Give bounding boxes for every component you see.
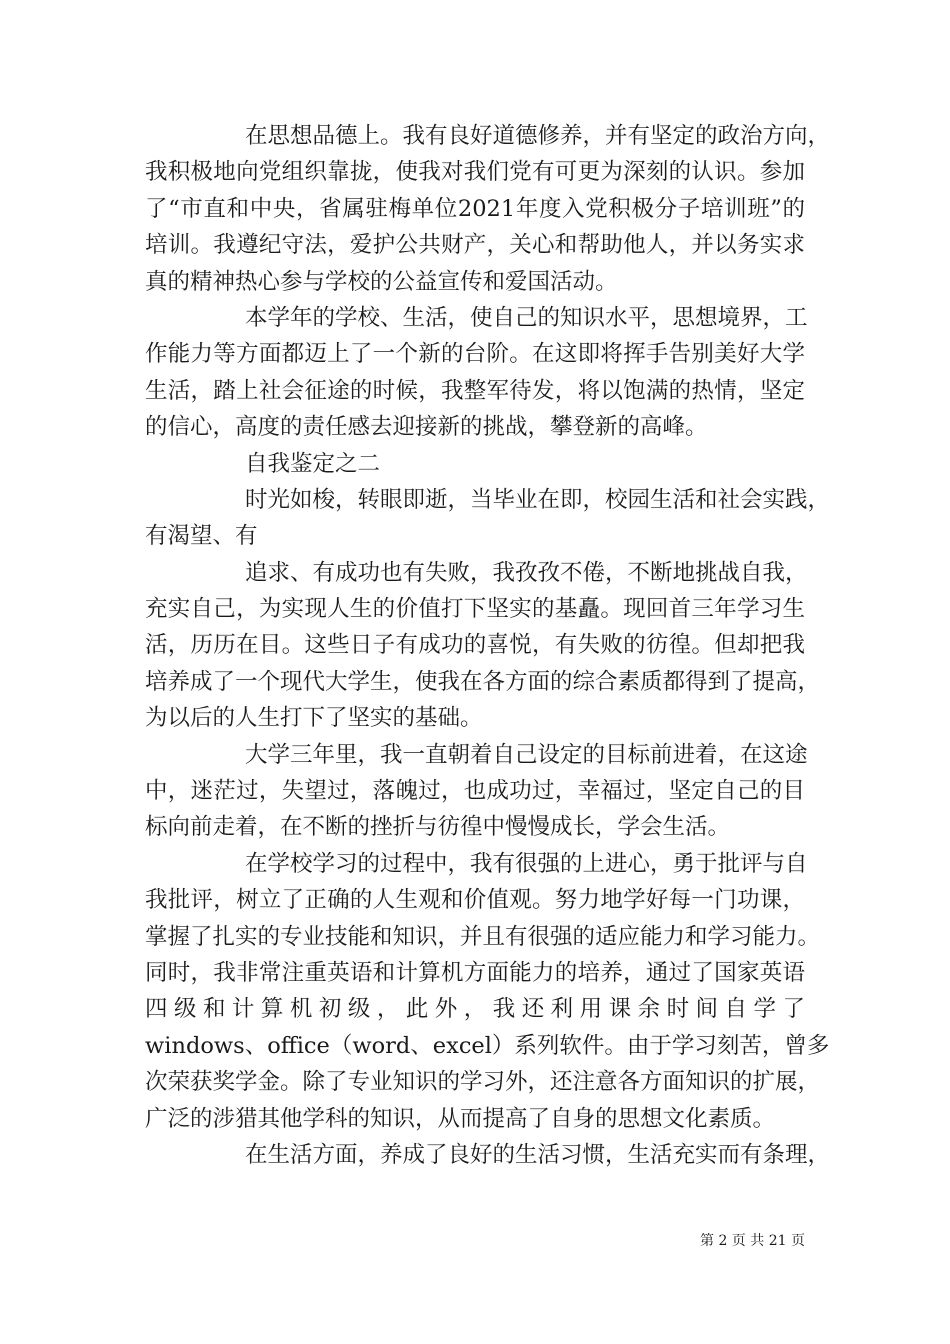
text-line: 广泛的涉猎其他学科的知识，从而提高了自身的思想文化素质。 (145, 1105, 776, 1132)
text-line: 培养成了一个现代大学生，使我在各方面的综合素质都得到了提高， (145, 668, 821, 695)
text-line: 在生活方面，养成了良好的生活习惯，生活充实而有条理， (245, 1141, 831, 1168)
text-line: 自我鉴定之二 (245, 450, 381, 477)
text-line: 次荣获奖学金。除了专业知识的学习外，还注意各方面知识的扩展， (145, 1069, 821, 1096)
text-line: 培训。我遵纪守法，爱护公共财产，关心和帮助他人，并以务实求 (145, 232, 805, 259)
text-line: 充实自己，为实现人生的价值打下坚实的基矗。现回首三年学习生 (145, 596, 805, 623)
text-line: 在思想品德上。我有良好道德修养，并有坚定的政治方向， (245, 123, 831, 149)
text-line: 大学三年里，我一直朝着自己设定的目标前进着，在这途 (245, 741, 808, 768)
text-line: 了“市直和中央，省属驻梅单位2021年度入党积极分子培训班”的 (145, 195, 805, 222)
text-line: 标向前走着，在不断的挫折与彷徨中慢慢成长，学会生活。 (145, 814, 731, 841)
text-line: 同时，我非常注重英语和计算机方面能力的培养，通过了国家英语 (145, 959, 805, 986)
text-line: 为以后的人生打下了坚实的基础。 (145, 705, 483, 732)
document-body (145, 118, 831, 1173)
text-line: 我积极地向党组织靠拢，使我对我们党有可更为深刻的认识。参加 (145, 159, 805, 186)
text-line: windows、office（word、excel）系列软件。由于学习刻苦，曾多 (145, 1032, 830, 1059)
text-line: 追求、有成功也有失败，我孜孜不倦，不断地挑战自我， (245, 559, 808, 586)
text-line: 在学校学习的过程中，我有很强的上进心，勇于批评与自 (245, 850, 808, 877)
text-line: 的信心，高度的责任感去迎接新的挑战，攀登新的高峰。 (145, 414, 708, 441)
text-line: 时光如梭，转眼即逝，当毕业在即，校园生活和社会实践， (245, 486, 831, 513)
text-line: 真的精神热心参与学校的公益宣传和爱国活动。 (145, 268, 618, 295)
text-line: 掌握了扎实的专业技能和知识，并且有很强的适应能力和学习能力。 (145, 923, 821, 950)
text-line: 本学年的学校、生活，使自己的知识水平，思想境界，工 (245, 304, 808, 331)
text-line: 中，迷茫过，失望过，落魄过，也成功过，幸福过，坚定自己的目 (145, 778, 805, 805)
text-line: 活，历历在目。这些日子有成功的喜悦，有失败的彷徨。但却把我 (145, 632, 805, 659)
text-line: 生活，踏上社会征途的时候，我整军待发，将以饱满的热情，坚定 (145, 377, 805, 404)
text-line: 有渴望、有 (145, 523, 258, 550)
text-line: 四级和计算机初级，此外，我还利用课余时间自学了 (145, 996, 805, 1023)
text-line: 我批评，树立了正确的人生观和价值观。努力地学好每一门功课， (145, 887, 805, 914)
text-line: 作能力等方面都迈上了一个新的台阶。在这即将挥手告别美好大学 (145, 341, 805, 368)
page-number: 第 2 页 共 21 页 (700, 1233, 805, 1249)
